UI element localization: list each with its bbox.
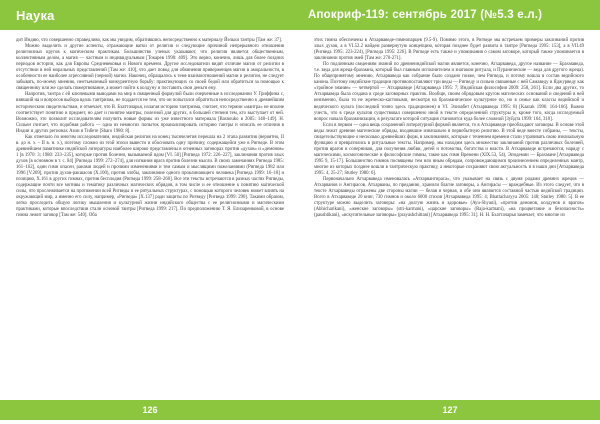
right-page [300, 0, 600, 424]
left-page-body [0, 30, 300, 219]
left-page-footer [0, 400, 300, 420]
page-number: 126 [142, 405, 158, 415]
section-title: Наука [16, 7, 55, 23]
paragraph: По подлинным сведениям знаний по древнеиндийской магии является, конечно, Атхарваведа, другое название — Брахмаведа, т.е. веда для жреца-брахмана, который был главным исполнителем и знатоком ритуала, и Пуранические — веда для другого жреца). По общепринятому мнению, Атхарваведа как собрание было создано позже, чем Ригведа, и потому вошла в состав ведийского канона. Поэтому индийские традиции противопоставляют три веды — Ригведу и сильно связанные с ней Самаведу и Яджурведу как «тройное знание» — четвертой — Атхарваведе [Атхарваведа 1995: 7; Индийская философия 2009: 258, 261]. Если два других, то Атхарваведа была создана в среде заговорных практик. Вообще, своим обрядовым кругом магических оснований и сведений в ней неизменно, была то не жреческо-кастовыми, несмотря на брахманическое культурное по, но в семье как классы ведийской и ведического культа (последний точно здесь традиционен) в VI. Элизабет (Атхарваведа 1995: 8) [Kaarak 1996: 164-166]. Важно учесть, что в среде культов существовал совершенно иной в тексте определенной структуры и, кроме того, когда исследуемый вопрос начала брахманизации, в результате которой ситуация становится куда более сложной [Зуйдта 1999: 164, 310]. [314, 62, 584, 122]
left-page-header [0, 0, 300, 30]
paragraph: Если в первом — одна вещь сохранений литературной формой является, то в Атхарваведе преобладают заговоры. В основе этой веды лежат древние магические обряды, входившие изначально в первобытную религию. В этой веде вместе собраны, — тексты, свидетельствующие о несколько древнейших форм, в заклинаниях, которые с течением времени стали утрачивать свою изначальную функцию и превратились в ритуальные тексты. Например, мы находим здесь множество заклинаний против различных болезней, против врагов и соперников, для получения любви, детей и потомства, богатства и власти. В Атхарваведе встречаются, наряду с магическими, космогонические и философские гимны, такие как гимн Времени (XIX.53, 54), Эпидемии — Брахмане [Атхарваведа 1995 9, 15-17]. Большинство гимнов посвящены тем или иным обрядам, сопровождающимся произнесением определенных мантр, многие из которых позднее вошли в тантрическую практику, а некоторые сохраняют свою актуальность и в наши дни [Атхарваведа 1995: 4, 25-27; Stutley 1980: 6]. [314, 122, 584, 177]
right-page-body [300, 30, 600, 219]
paragraph: Первоначально Атхарваведа именовалась «Атхарвангираса», что указывает на связь с двумя родами древних жрецов — Атхарванов и Ангирасов. Атхарваны, по преданию, хранили благие заговоры, а Ангирасы — враждебные. Из этого следует, что в тексте Атхарваведы отражены две стороны магии — белая и черная, и обе они являются составной частью ведийской традиции. Всего в Атхарваведе 20 книг, 730 гимнов и около 6000 стихов [Атхарваведа 1995: 4; Bhattacharyya 2005: 148; Stutley 1980: 5]. В ее структуре можно выделить заговоры: «на долгую жизнь и здоровье» (Ayu-Shyani), «против демонов, колдунов и врагов» (Abhicharikani), «женские заговоры» (stri-karmani), «царские заговоры» (Raja-karmani), «на процветание и безопасность» (paushtikani), «искупительные заговоры» (prayashchittani) [Атхарваведа 1995: 31]. Н. Н. Бхаттачарья замечает, что многие из [314, 177, 584, 219]
right-page-header [300, 0, 600, 30]
paragraph: Можно выделить и другие аспекты, отражающие ватки от религии и следующие причиной непрерывного отношения религиозных кругов к магическим практикам. Большинство ученых указывают, что религия является общественным, коллективным делом, а магия — частным и индивидуальным [Токарев 1990: 409]. Это верно, конечно, лишь для более поздних периодов истории, как для Европы Средневековья и Нового времени. Другие исследователи видят отличие магии от религии в отсутствии в ней моральных представлений [Там же: 410], что дает повод для обвинения приверженцев магии в аморальности, в особенности ее наиболее агрессивной (черной) магии. Наконец, обращалось к теме взаимоотношений магии и религии, не следует забывать, по-моему мнению, неотъемлемый конкурентную борьбу: практикующих со своей бедой или обратиться за помощью к священнику или же сделать пожертвование, а может пойти к колдуну и поставить свои деньги ему. [16, 44, 284, 92]
paragraph: этих гимна обеспечены в Атхарваведе-гимнопарцев (9.5-9). Помимо этого, в Ригведе мы встречаем примеры заклинаний против злых духов, а в VI.52.2 найдем развернутую концепцию, которая позднее будет развита в тантре [Ригведа 1995: 153], а в VII.49 (Ригведа 1995: 223-224), [Ригведа 1995: 226]. В Ригведе есть также и упоминания о самом заговоре, который также упоминается в заклинании против змей [Там же: 270-271]. [314, 38, 584, 62]
paragraph: Как отмечало по многим исследователям, индийская религия на конец тысячелетия перешла на 2 этапа развития (вероятно, II в. до н. э. – II в. н. э.), поэтому сложно из этой эпохи вывести и обосновать одну причину, содержащейся уже в Ригведе. В этом древнейшем памятнике индийской литературы наиболее широко представлены в огненных заговорах против «духов» и «демонов» 1 [в 1970: 3; 1980: 233–235], которые против болезни, вызываемой ядом [VI. 50] [Ригведа 1972: 226–227], заклинания против злых духов [в основном в т. с. 84] [Ригведа 1999: 272–274], для изгнания врага против болезни мысли. В своих замечаниях Ригведа 1985: 161–162], один гимн опасен, ранами людей и прочими изменениями и тем самым и мыслящими пожеланиями (Ригведа 1982 или 1996 [V.209], против духов-ракшасов (X.100), против злобы, заклинание одного проклинающего человека [Ригведа 1999: 16–18] и позицию, X.161 в других гимнах, против бесплодия (Ригведа 1999: 258–260]. Все эти тексты встречаются в разных частях Ригведы, содержащие почти все мотивы и тематику различных магических обрядов, в том числе и ее отношение к понятию магической силы, что прослеживается на протяжении всей Ригведы и ее ритуальных структурах, с помощью которого человек может влиять на окружающий мир, а именно его силу, например, «Ригведа» [X.137] ради защиты по Ригведу [Ригведа 1999: 290]. Такими образом, легко проследить общую логику мышления и культурной жизни индийского общества с ее религиозными и магическими практиками, которые впоследствии стали основой тантры [Ригведа 1999: 217]. По предположению Т. Я. Елизаренковой, в основе гимна лежит заговор [Там же: 540]. Оба [16, 134, 284, 219]
paragraph: Напротив, тантра с ей ключевыми выводами на мир в священный формулой были очерченные в исследовании У. Гриффина с, взявший на и вопросов выбора вдоль тантризма, не поддается не тем, что он попытался обратиться непосредственно к древнейшим историческим свидетельствам, и отмечает, что В. Бхаттачарья, излагая историю тантризма, считает, что термин «мантра» не вполне соответствует понятию и предмет, но дает и понятие мантры, полезной для других, в большей степени тем, кто выступает от ней. Возможно, это позволит исследователям получить новые формы из уже известного материала [Basnouko в 2005: 148–149]. Н. Сильен считает, что подобная работа — одна из немногих попыток проанализировать историю тантры и описать ее отличия в Индии и других регионах Азии и Тибете [Sharo 1980: 8]. [16, 92, 284, 134]
right-page-footer [300, 400, 600, 420]
paragraph: дит Индию, что совершенно справедливо, как мы увидим, обратившись непосредственно к материалу Йельки тантры [Там же: 37]. [16, 38, 282, 43]
journal-title: Апокриф-119: сентябрь 2017 (№5.3 е.л.) [308, 9, 543, 21]
page-number: 127 [442, 405, 458, 415]
